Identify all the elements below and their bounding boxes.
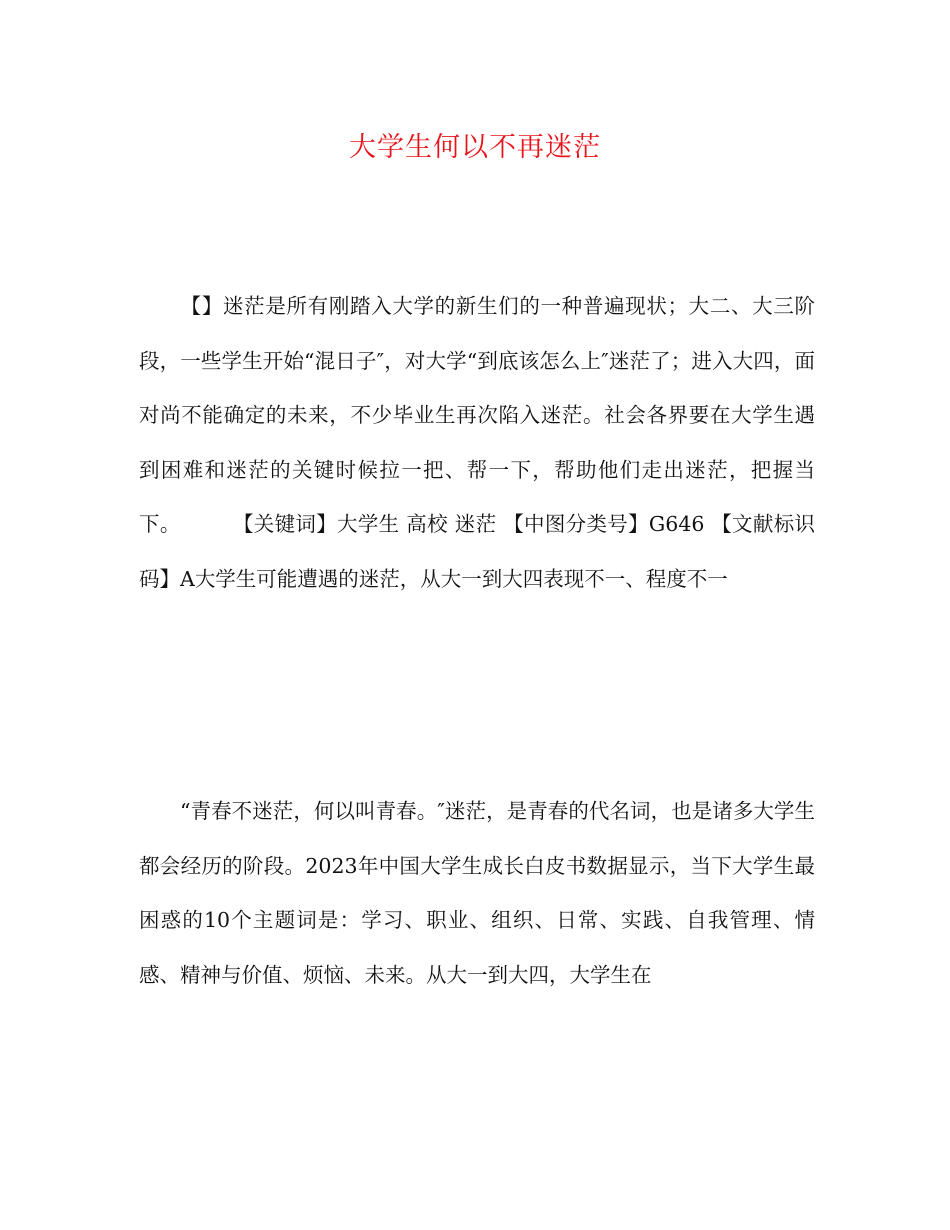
body-paragraph: [139, 784, 815, 1002]
abstract-text: 【】迷茫是所有刚踏入大学的新生们的一种普遍现状；大二、大三阶段，一些学生开始“混日子″，对大学“到底该怎么上″迷茫了；进入大四，面对尚不能确定的未来，不少毕业生再次陷入迷茫。社会各界要在大学生遇到困难和迷茫的关键时候拉一把、帮一下，帮助他们走出迷茫，把握当下。: [139, 294, 815, 536]
abstract-paragraph: [139, 279, 815, 606]
body-paragraph-text: “青春不迷茫，何以叫青春。″迷茫，是青春的代名词，也是诸多大学生都会经历的阶段。2023年中国大学生成长白皮书数据显示，当下大学生最困惑的10个主题词是：学习、职业、组织、日常、实践、自我管理、情感、精神与价值、烦恼、未来。从大一到大四，大学生在: [139, 799, 815, 987]
continuation-text: 大学生可能遭遇的迷茫，从大一到大四表现不一、程度不一: [194, 566, 728, 591]
keywords-text: 【关键词】大学生 高校 迷茫 【中图分类号】G646 【文献标识码】A: [139, 512, 816, 591]
document-title: 大学生何以不再迷茫: [349, 132, 601, 163]
